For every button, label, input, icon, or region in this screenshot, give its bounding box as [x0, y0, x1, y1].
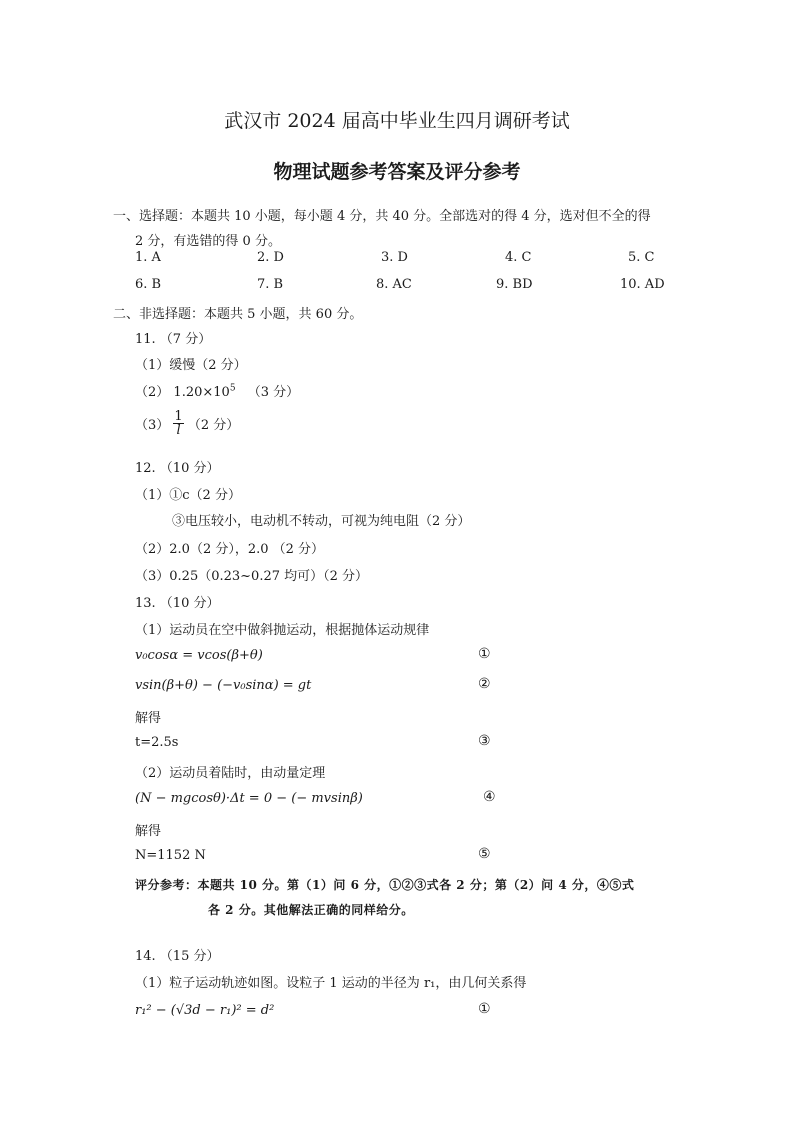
q13-solve-1: 解得 [135, 711, 162, 726]
q13-heading: 13. （10 分） [135, 596, 220, 611]
answer-7: 7. B [257, 277, 284, 292]
q12-answer-3: （3）0.25（0.23~0.27 均可）（2 分） [135, 569, 369, 584]
answer-5: 5. C [628, 250, 655, 265]
q13-scoring-note-line1: 评分参考：本题共 10 分。第（1）问 6 分，①②③式各 2 分；第（2）问 4 分，④⑤式 [135, 878, 635, 892]
page-title: 武汉市 2024 届高中毕业生四月调研考试 [224, 110, 570, 132]
q13-solve-2: 解得 [135, 824, 162, 839]
q14-equation-1: r₁² − (√3d − r₁)² = d² [135, 1003, 275, 1018]
q13-equation-4: (N − mgcosθ)·Δt = 0 − (− mvsinβ) [135, 791, 363, 806]
q12-answer-1b: ③电压较小，电动机不转动，可视为纯电阻（2 分） [172, 514, 471, 529]
q11-answer-2-exponent: 5 [229, 383, 236, 394]
q12-answer-2: （2）2.0（2 分），2.0 （2 分） [135, 542, 325, 557]
answer-3: 3. D [381, 250, 408, 265]
answer-6: 6. B [135, 277, 162, 292]
q11-answer-3-denominator: l [176, 423, 181, 438]
q13-result-1-tag: ③ [478, 733, 491, 749]
q13-equation-4-tag: ④ [483, 789, 496, 805]
q13-equation-1-tag: ① [478, 646, 491, 662]
q14-equation-1-tag: ① [478, 1001, 491, 1017]
q13-result-2: N=1152 N [135, 848, 206, 863]
q11-answer-2-score: （3 分） [247, 385, 300, 400]
q13-equation-1: v₀cosα = vcos(β+θ) [135, 648, 263, 663]
q11-answer-3-prefix: （3） [135, 418, 170, 433]
page-subtitle: 物理试题参考答案及评分参考 [273, 161, 521, 183]
q13-equation-2: vsin(β+θ) − (−v₀sinα) = gt [135, 678, 312, 693]
q11-heading: 11. （7 分） [135, 332, 212, 347]
q13-result-1: t=2.5s [135, 735, 179, 750]
answer-8: 8. AC [376, 277, 412, 292]
q13-result-2-tag: ⑤ [478, 846, 491, 862]
section1-intro-line2: 2 分，有选错的得 0 分。 [135, 234, 281, 249]
q11-answer-3-fraction [173, 410, 183, 437]
q11-answer-2-prefix: （2） [135, 385, 170, 400]
q12-heading: 12. （10 分） [135, 461, 220, 476]
q12-answer-1: （1）①c（2 分） [135, 488, 241, 503]
answer-10: 10. AD [620, 277, 665, 292]
q11-answer-2-value: 1.20×10 [173, 385, 230, 400]
q14-heading: 14. （15 分） [135, 949, 220, 964]
q11-answer-2 [135, 381, 299, 400]
q11-answer-3-numerator: 1 [174, 409, 183, 424]
q14-part1-text: （1）粒子运动轨迹如图。设粒子 1 运动的半径为 r₁，由几何关系得 [135, 976, 527, 991]
answer-4: 4. C [505, 250, 532, 265]
q11-answer-3-score: （2 分） [187, 418, 240, 433]
answer-9: 9. BD [496, 277, 533, 292]
q11-answer-3 [135, 410, 239, 437]
section2-heading: 二、非选择题：本题共 5 小题，共 60 分。 [113, 307, 363, 322]
answer-2: 2. D [257, 250, 284, 265]
q13-equation-2-tag: ② [478, 676, 491, 692]
section1-intro-line1: 一、选择题：本题共 10 小题，每小题 4 分，共 40 分。全部选对的得 4 分，选对但不全的得 [113, 209, 651, 224]
q13-part2-text: （2）运动员着陆时，由动量定理 [135, 766, 326, 781]
q13-scoring-note-line2: 各 2 分。其他解法正确的同样给分。 [208, 903, 414, 917]
q13-part1-text: （1）运动员在空中做斜抛运动，根据抛体运动规律 [135, 623, 430, 638]
q11-answer-1: （1）缓慢（2 分） [135, 358, 247, 373]
answer-1: 1. A [135, 250, 161, 265]
